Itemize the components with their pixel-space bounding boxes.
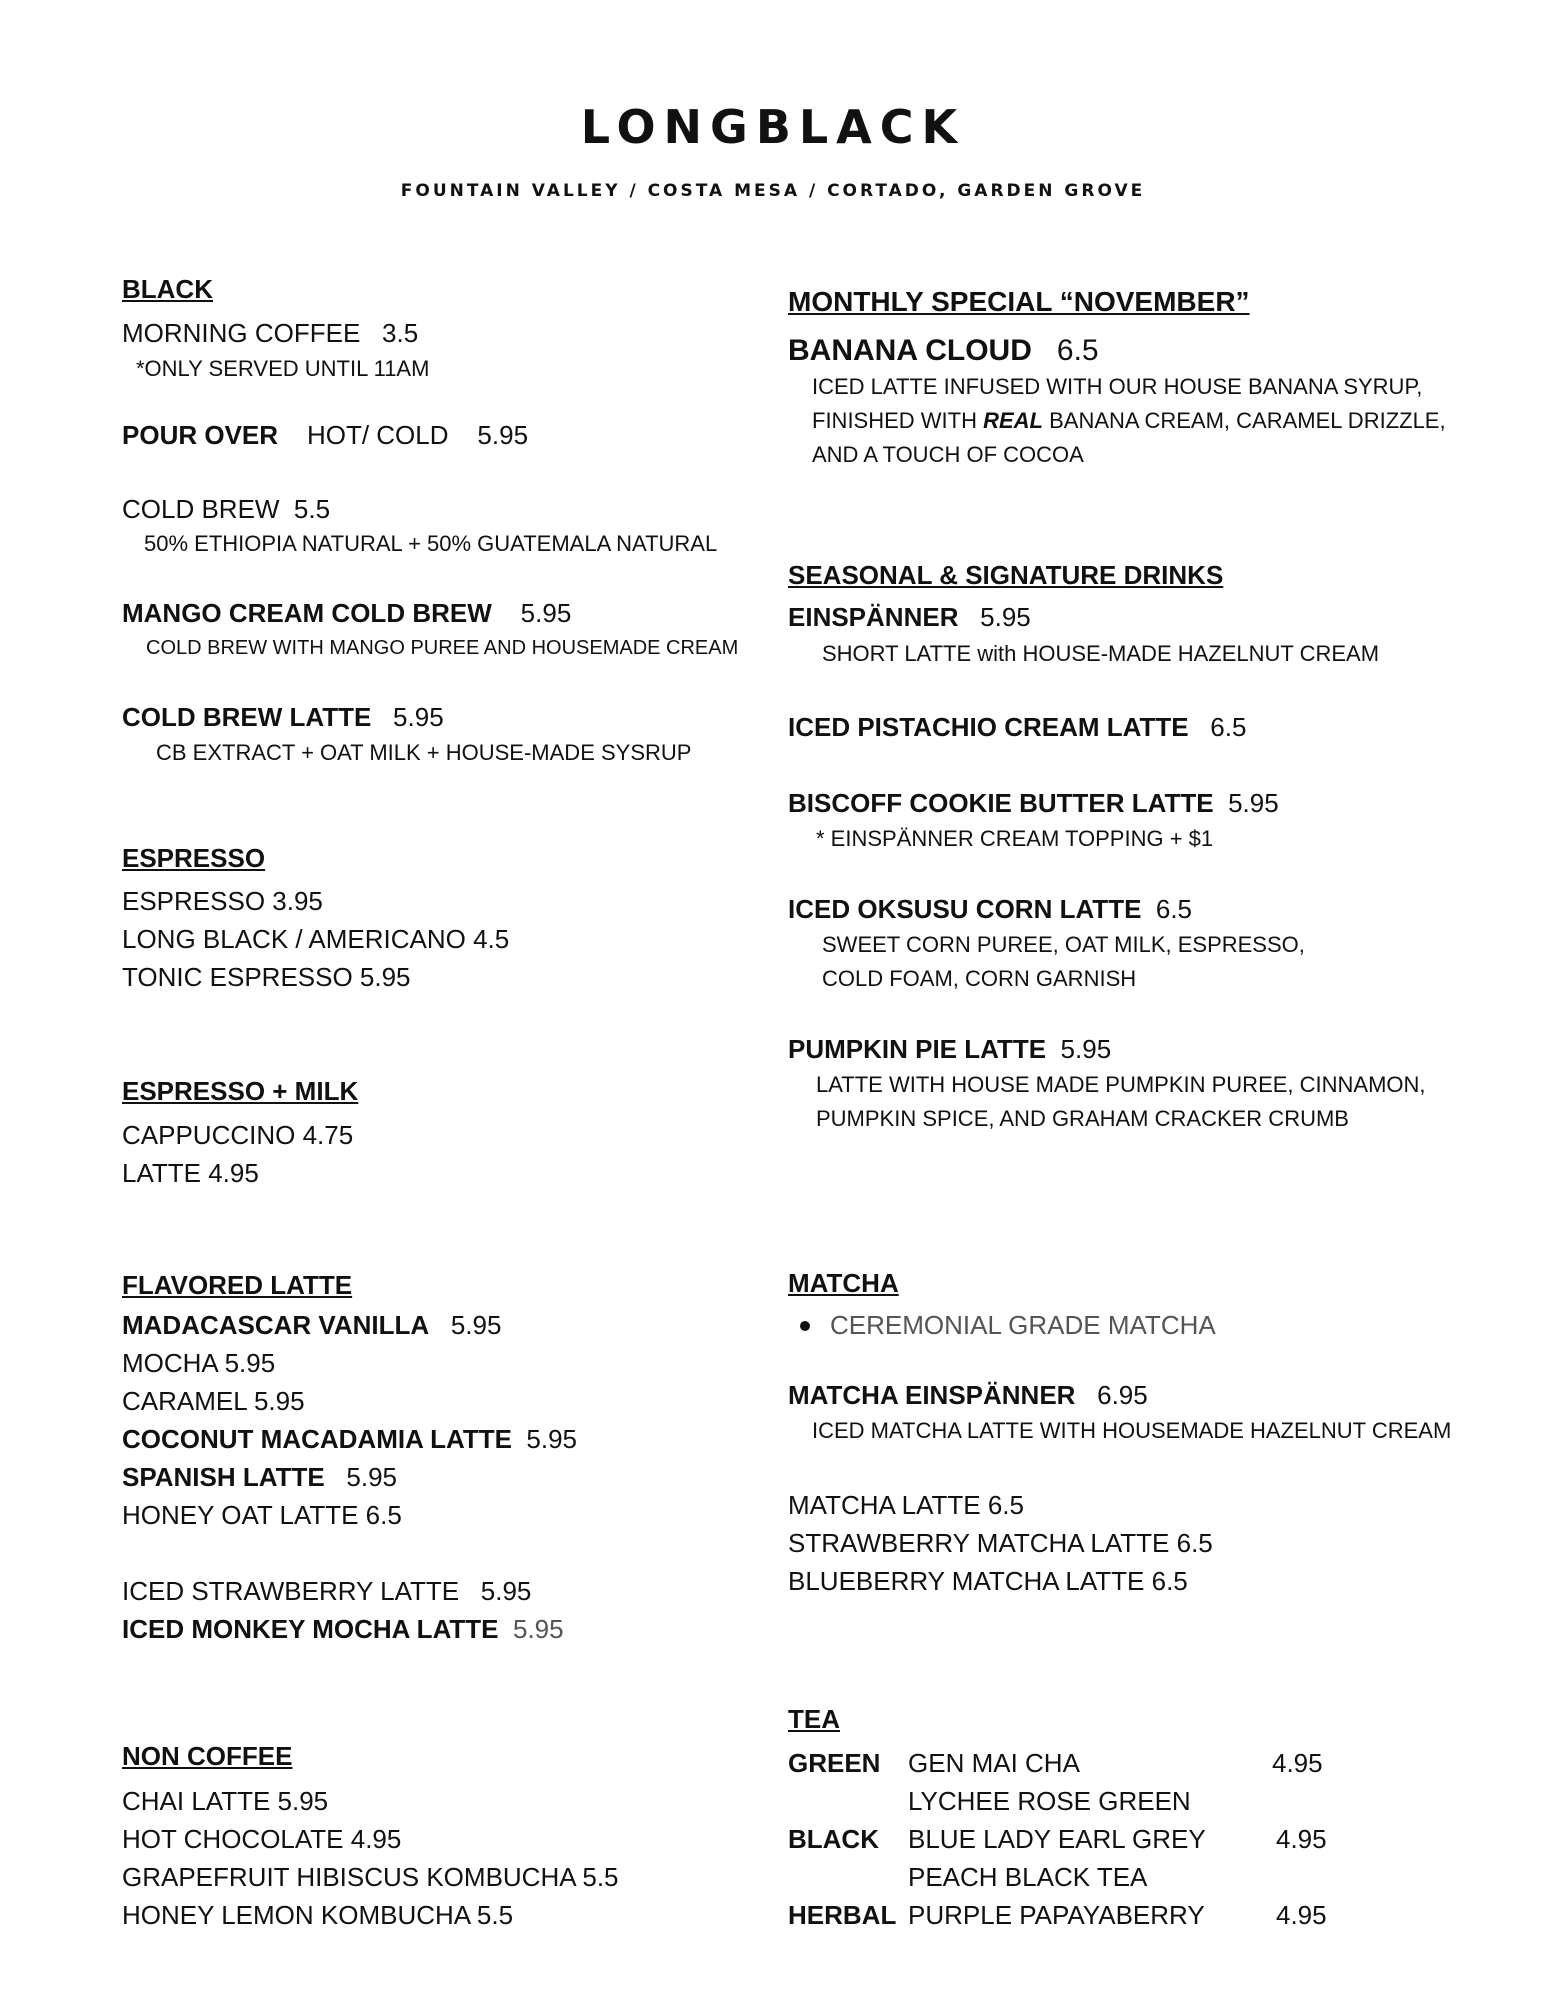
item-price: 5.95 <box>346 1462 397 1492</box>
menu-item-pour-over <box>122 420 528 451</box>
item-name: COLD BREW LATTE <box>122 702 372 732</box>
menu-item-cold-brew <box>122 494 330 525</box>
menu-item: HOT CHOCOLATE 4.95 <box>122 1824 402 1854</box>
item-name: ICED STRAWBERRY LATTE <box>122 1576 460 1606</box>
item-name: MATCHA EINSPÄNNER <box>788 1380 1076 1410</box>
locations-subtitle: FOUNTAIN VALLEY / COSTA MESA / CORTADO, GARDEN GROVE <box>400 181 1146 201</box>
item-name: BANANA CLOUD <box>788 334 1032 367</box>
menu-item: MATCHA LATTE 6.5 <box>788 1490 1024 1520</box>
item-name: MANGO CREAM COLD BREW <box>122 598 492 628</box>
tea-name: LYCHEE ROSE GREEN <box>908 1786 1191 1816</box>
section-heading-non-coffee: NON COFFEE <box>122 1741 293 1771</box>
item-note: * EINSPÄNNER CREAM TOPPING + $1 <box>816 826 1214 851</box>
tea-price: 4.95 <box>1276 1900 1327 1930</box>
tea-price: 4.95 <box>1276 1824 1327 1854</box>
item-note-mango: COLD BREW WITH MANGO PUREE AND HOUSEMADE CREAM <box>146 637 739 659</box>
menu-item-pistachio <box>788 712 1246 743</box>
menu-item-einspanner <box>788 602 1031 633</box>
item-price: 5.95 <box>393 702 444 732</box>
section-heading-flavored-latte: FLAVORED LATTE <box>122 1270 353 1300</box>
section-heading-seasonal: SEASONAL & SIGNATURE DRINKS <box>788 560 1224 590</box>
menu-item-strawberry <box>122 1576 531 1607</box>
matcha-bullet-line <box>788 1310 1216 1341</box>
section-heading-espresso-milk: ESPRESSO + MILK <box>122 1076 359 1106</box>
tea-name: PEACH BLACK TEA <box>908 1862 1148 1892</box>
item-price: 6.95 <box>1097 1380 1148 1410</box>
menu-item-oksusu-corn <box>788 894 1192 925</box>
item-desc: ICED LATTE INFUSED WITH OUR HOUSE BANANA SYRUP, <box>812 374 1423 399</box>
tea-price: 4.95 <box>1272 1748 1323 1778</box>
menu-item: GRAPEFRUIT HIBISCUS KOMBUCHA 5.5 <box>122 1862 619 1892</box>
menu-item: ESPRESSO 3.95 <box>122 886 323 916</box>
tea-category: BLACK <box>788 1824 879 1854</box>
item-name: MORNING COFFEE <box>122 318 361 348</box>
menu-item-spanish <box>122 1462 397 1493</box>
menu-item: STRAWBERRY MATCHA LATTE 6.5 <box>788 1528 1213 1558</box>
item-note-morning-coffee: *ONLY SERVED UNTIL 11AM <box>136 356 430 381</box>
menu-item-mocha: MOCHA 5.95 <box>122 1348 276 1378</box>
menu-item-matcha-einspanner <box>788 1380 1148 1411</box>
tea-name: PURPLE PAPAYABERRY <box>908 1900 1205 1930</box>
item-price: 6.5 <box>1210 712 1247 742</box>
item-price: 5.95 <box>1060 1034 1112 1064</box>
item-note: ICED MATCHA LATTE WITH HOUSEMADE HAZELNUT CREAM <box>812 1418 1452 1443</box>
menu-item-caramel: CARAMEL 5.95 <box>122 1386 305 1416</box>
menu-item-morning-coffee <box>122 318 418 349</box>
item-price: 6.5 <box>1056 334 1099 367</box>
item-name: ICED OKSUSU CORN LATTE <box>788 894 1142 924</box>
tea-category: GREEN <box>788 1748 881 1778</box>
menu-item: CAPPUCCINO 4.75 <box>122 1120 354 1150</box>
menu-item-cold-brew-latte <box>122 702 444 733</box>
section-heading-black: BLACK <box>122 274 213 304</box>
item-name: PUMPKIN PIE LATTE <box>788 1034 1047 1064</box>
menu-item-banana-cloud <box>788 334 1099 368</box>
tea-name: GEN MAI CHA <box>908 1748 1080 1778</box>
menu-item-biscoff <box>788 788 1279 819</box>
item-name: MADACASCAR VANILLA <box>122 1310 430 1340</box>
item-note-cold-brew: 50% ETHIOPIA NATURAL + 50% GUATEMALA NATURAL <box>144 531 718 556</box>
section-heading-matcha: MATCHA <box>788 1268 899 1298</box>
item-name: EINSPÄNNER <box>788 602 959 632</box>
item-price: 5.95 <box>450 1310 502 1340</box>
menu-item: LONG BLACK / AMERICANO 4.5 <box>122 924 510 954</box>
section-heading-monthly-special: MONTHLY SPECIAL “NOVEMBER” <box>788 286 1250 317</box>
item-name: COCONUT MACADAMIA LATTE <box>122 1424 512 1454</box>
desc-text: FINISHED WITH <box>812 408 984 433</box>
menu-item: CHAI LATTE 5.95 <box>122 1786 329 1816</box>
item-price: 6.5 <box>1155 894 1193 924</box>
menu-item-vanilla <box>122 1310 501 1341</box>
item-note: SWEET CORN PUREE, OAT MILK, ESPRESSO, <box>822 932 1305 957</box>
desc-text: BANANA CREAM, CARAMEL DRIZZLE, <box>1043 408 1446 433</box>
bullet-icon <box>800 1321 810 1331</box>
item-note-cold-brew-latte: CB EXTRACT + OAT MILK + HOUSE-MADE SYSRUP <box>156 740 692 765</box>
desc-emphasis: REAL <box>983 408 1043 433</box>
item-price: 5.95 <box>512 1614 564 1644</box>
item-name: COLD BREW <box>122 494 280 524</box>
item-name: BISCOFF COOKIE BUTTER LATTE <box>788 788 1214 818</box>
item-note: LATTE WITH HOUSE MADE PUMPKIN PUREE, CINNAMON, <box>816 1072 1426 1097</box>
menu-item: TONIC ESPRESSO 5.95 <box>122 962 411 992</box>
item-price: 5.95 <box>526 1424 578 1454</box>
item-price: 5.95 <box>980 602 1031 632</box>
item-price: 5.95 <box>1228 788 1279 818</box>
menu-item: HONEY LEMON KOMBUCHA 5.5 <box>122 1900 514 1930</box>
item-name: ICED MONKEY MOCHA LATTE <box>122 1614 499 1644</box>
item-price: 3.5 <box>382 318 419 348</box>
item-note: COLD FOAM, CORN GARNISH <box>822 966 1137 991</box>
menu-item: LATTE 4.95 <box>122 1158 259 1188</box>
item-note: PUMPKIN SPICE, AND GRAHAM CRACKER CRUMB <box>816 1106 1349 1131</box>
menu-item-mango-cream-cold-brew <box>122 598 571 629</box>
menu-item-coconut <box>122 1424 577 1455</box>
item-options: HOT/ COLD <box>306 420 449 450</box>
menu-item-monkey-mocha <box>122 1614 564 1645</box>
item-price: 5.95 <box>480 1576 532 1606</box>
brand-title: LONGBLACK <box>580 100 966 154</box>
item-price: 5.95 <box>520 598 572 628</box>
item-name: POUR OVER <box>122 420 279 450</box>
tea-category: HERBAL <box>788 1900 897 1930</box>
item-desc <box>812 408 1446 434</box>
menu-item: BLUEBERRY MATCHA LATTE 6.5 <box>788 1566 1188 1596</box>
item-name: SPANISH LATTE <box>122 1462 325 1492</box>
tea-name: BLUE LADY EARL GREY <box>908 1824 1206 1854</box>
section-heading-espresso: ESPRESSO <box>122 843 266 873</box>
item-price: 5.5 <box>293 494 331 524</box>
bullet-text: CEREMONIAL GRADE MATCHA <box>830 1310 1216 1340</box>
menu-item-pumpkin-pie <box>788 1034 1111 1065</box>
item-name: ICED PISTACHIO CREAM LATTE <box>788 712 1189 742</box>
item-note: SHORT LATTE with HOUSE-MADE HAZELNUT CREAM <box>822 641 1380 666</box>
item-desc: AND A TOUCH OF COCOA <box>812 442 1084 467</box>
menu-item-honey-oat: HONEY OAT LATTE 6.5 <box>122 1500 402 1530</box>
section-heading-tea: TEA <box>788 1704 840 1734</box>
item-price: 5.95 <box>477 420 529 450</box>
